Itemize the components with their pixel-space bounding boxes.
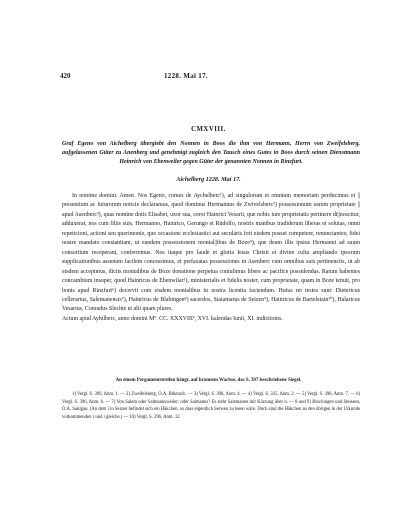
running-title: 1228. Mai 17.: [164, 72, 208, 80]
place-and-date: Aichelberg 1228. Mai 17.: [176, 176, 241, 183]
footnotes: [62, 391, 360, 421]
page-number: 420: [60, 72, 71, 80]
document-summary: Graf Egeno von Aichelberg übergiebt den Nonnen in Boos die ihm von Hermann, Herrn von Zweifelsberg, aufgelassenen Güter zu Anenberg und genehmigt zugleich den Tausch eines Gutes in Boos durch seinen Dienstmann Heinrich von Ebenweiler gegen Güter der genannten Nonnen in Rinzfurt.: [62, 141, 360, 165]
footnotes-paragraph: 1) Vergl. S. 396, Anm. 1. — 2) Zweifelsberg, O.A. Biberach. — 3) Vergl. S. 398, Anm. 4. — 4) Vergl. S. 335, Anm. 2. — 5) Vergl. S. 396, Anm. 7. — 6) Vergl. S. 396, Anm. 6. — 7) Von Salem oder Salmannsweiler; oder Salmanns? Es steht Salemanen mit Kürzung über n. — 8 und 9) Blochingen und Steissen, O.A. Saulgau. (An dem i in Seizen befindet sich ein Häkchen, so dass eigentlich Serwen zu lesen wäre. Doch sind die Häkchen an den übrigen in der Urkunde vorkommenden r und i gleiche.) — 10) Vergl. S. 396, Anm. 12.: [62, 392, 360, 420]
document-number: CMXVIII.: [191, 126, 226, 133]
charter-body-paragraph: In nomine domini. Amen. Nos Egeno, comes de Aychelberc¹), ad singulorum et omnium memoriam perducimus et || presentium ac futurorum noticie declaramus, quod dominus Hermannus de Zwivelsberc²) possessionum earum proprietate || apud Asenberc³), quas nomine dotis Elisabet, uxor sua, soror Hainrici Vesarii, que nobis iure proprietatis pertinere di||noscitur, adduxerat, nos cum filiis suis, Hermanno, Hainrico, Gerungo et Rūdolfo, nostris manibus tradiderunt liberas et solutas, omni repeticioni, actioni seu querimonie, que occasione ecclesiastici aut secularis fori eisdem posset competere, renunciantes; fidei nostre mandato constantiam, ut eandem possessionem monial||ibus de Boze⁴), que deam illis ipsius Hermanni ad suum consortium receperant, conferremus. Nos itaque pro laude et gloria Iesus Christi et divine cultu ampliando ipsorum supplicationibus assenum facilem concessimus, et prefaxatas possessiones in Asenberc cum omnibus suis pertinenciis, ut ab eisdem accepimus, dictis monialibus de Boze donatione perpetua contulimus libere ac pacifice possidendas. Ratum habentes concambium insuper, quod Hainricus de Ebenwilar⁵), ministerialis et fidelis noster, cum proprietate, quam in Boze tenuit, pro bonis apud Rinzfurt⁶) decrevit cum eisdem monialibus in nostra licentia faciendum. Huius rei testes sunt: Dietericus cellerarius, Salemanensis⁷), Hainricus de Blabingen⁸) sacerdos, Staiamarus de Seizen⁹), Hainricus de Bartelstain¹⁰), Halaricus Vesarius, Conradus Slechte et alii quam plures. Actum apud Ayhilberc, anno domini Mº. CC. XXXVIIIº, XVI. kalendas Iunii, XI. indictionis.: [62, 193, 360, 322]
seal-note: An einem Pergamentstreifen hängt, auf braunem Wachse, das S. 397 beschriebene Siegel.: [115, 378, 302, 383]
charter-text: [62, 192, 360, 324]
page-header: [0, 72, 417, 84]
